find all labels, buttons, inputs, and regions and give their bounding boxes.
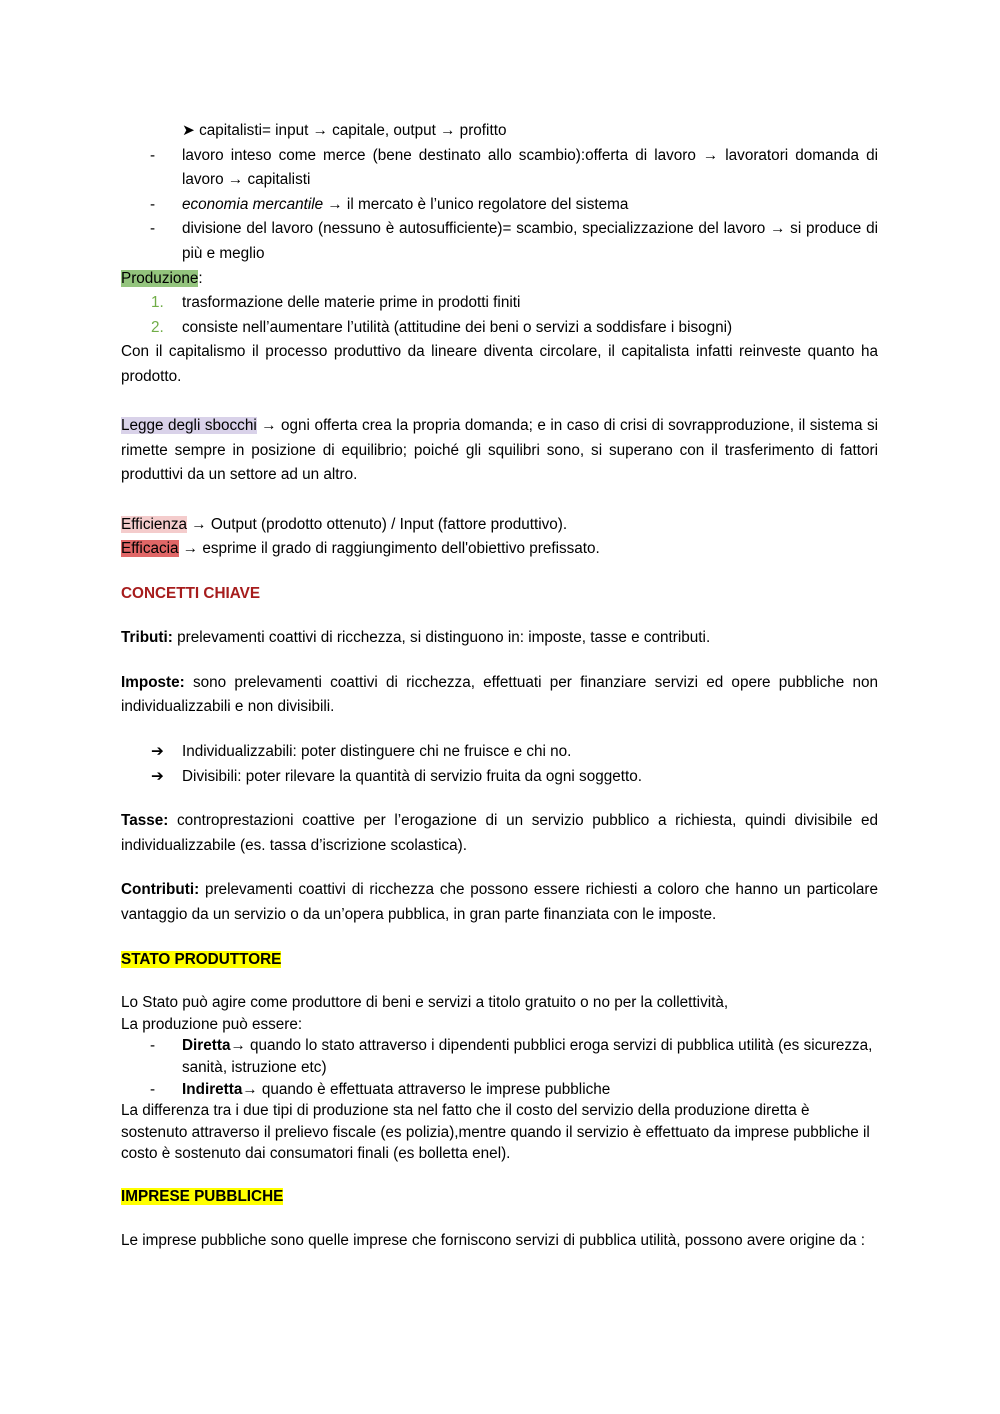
economia-italic: economia mercantile: [182, 195, 324, 213]
produzione-heading: [121, 267, 878, 292]
tributi-label: Tributi:: [121, 629, 173, 647]
contributi-paragraph: [121, 878, 878, 927]
bullet-individualizzabili: [121, 740, 878, 765]
sub-bullet-capitalisti: [121, 119, 878, 144]
concetti-heading: CONCETTI CHIAVE: [121, 584, 261, 602]
spacer: [121, 606, 878, 626]
capitalisti-text: ➤ capitalisti= input → capitale, output → profitto: [182, 122, 507, 139]
dash-marker: -: [150, 1037, 156, 1055]
produzione-label: Produzione: [121, 269, 199, 287]
spacer: [121, 928, 878, 948]
spacer: [121, 720, 878, 740]
efficienza-line: [121, 513, 878, 538]
list-item-economia: [121, 193, 878, 218]
imposte-paragraph: [121, 671, 878, 720]
tributi-text: prelevamenti coattivi di ricchezza, si distinguono in: imposte, tasse e contributi.: [172, 629, 711, 647]
efficienza-text: → Output (prodotto ottenuto) / Input (fattore produttivo).: [187, 515, 568, 533]
spacer: [121, 488, 878, 513]
spacer: [121, 651, 878, 671]
stato-section: [121, 992, 878, 1165]
produzione-item-2: [121, 316, 878, 341]
number-marker: 1.: [151, 294, 164, 312]
imprese-heading: IMPRESE PUBBLICHE: [121, 1187, 284, 1205]
spacer: [121, 858, 878, 878]
imposte-text: sono prelevamenti coattivi di ricchezza, effettuati per finanziare servizi ed opere pubbliche non individualizzabili e non divisibili.: [121, 673, 878, 716]
page-content: [121, 119, 878, 1251]
contributi-label: Contributi:: [121, 881, 200, 899]
dash-marker: -: [150, 220, 156, 238]
arrow-icon: ➔: [151, 743, 164, 761]
spacer: [121, 972, 878, 992]
arrow-icon: ➔: [151, 767, 164, 785]
list-item-divisione: [121, 217, 878, 266]
spacer: [121, 789, 878, 809]
legge-paragraph: [121, 414, 878, 488]
produzione-item-text: consiste nell’aumentare l’utilità (attitudine dei beni o servizi a soddisfare i bisogni): [182, 318, 733, 336]
capitalismo-paragraph: Con il capitalismo il processo produttivo da lineare diventa circolare, il capitalista infatti reinveste quanto ha prodotto.: [121, 343, 878, 385]
imprese-heading-line: [121, 1185, 878, 1210]
spacer: [121, 390, 878, 415]
legge-label: Legge degli sbocchi: [121, 417, 257, 435]
stato-heading-line: [121, 948, 878, 973]
dash-marker: -: [150, 146, 156, 164]
efficacia-label: Efficacia: [121, 540, 179, 558]
tributi-paragraph: [121, 626, 878, 651]
produzione-item-1: [121, 291, 878, 316]
divisione-text: divisione del lavoro (nessuno è autosufficiente)= scambio, specializzazione del lavoro → si produce di più e meglio: [182, 220, 878, 262]
produzione-item-text: trasformazione delle materie prime in prodotti finiti: [182, 294, 521, 312]
stato-heading: STATO PRODUTTORE: [121, 950, 282, 968]
diretta-text: → quando lo stato attraverso i dipendenti pubblici eroga servizi di pubblica utilità (es sicurezza, sanità, istruzione etc): [182, 1037, 873, 1076]
legge-text: → ogni offerta crea la propria domanda; e in caso di crisi di sovrapproduzione, il sistema si rimette sempre in posizione di equilibrio; poiché gli squilibri sono, si superano con il trasferimento di fattori produttivi da un settore ad un altro.: [121, 417, 878, 484]
spacer: [121, 1210, 878, 1230]
stato-paragraph-2: La produzione può essere:: [121, 1015, 303, 1033]
diretta-label: Diretta: [182, 1037, 231, 1055]
lavoro-text: lavoro inteso come merce (bene destinato allo scambio):offerta di lavoro → lavoratori domanda di lavoro → capitalisti: [182, 146, 878, 189]
imprese-paragraph: Le imprese pubbliche sono quelle imprese che forniscono servizi di pubblica utilità, possono avere origine da :: [121, 1231, 866, 1249]
tasse-text: controprestazioni coattive per l’erogazione di un servizio pubblico a richiesta, quindi divisibile ed individualizzabile (es. tassa d’iscrizione scolastica).: [121, 812, 878, 854]
number-marker: 2.: [151, 318, 164, 336]
spacer: [121, 1165, 878, 1185]
efficacia-text: → esprime il grado di raggiungimento dell'obiettivo prefissato.: [178, 540, 600, 558]
bullet-text: Divisibili: poter rilevare la quantità di servizio fruita da ogni soggetto.: [182, 767, 642, 785]
contributi-text: prelevamenti coattivi di ricchezza che possono essere richiesti a coloro che hanno un particolare vantaggio da un servizio o da un’opera pubblica, in gran parte finanziata con le imposte.: [121, 881, 878, 924]
list-item-lavoro: [121, 144, 878, 193]
indiretta-text: → quando è effettuata attraverso le imprese pubbliche: [242, 1080, 611, 1098]
produzione-colon: :: [198, 269, 203, 287]
bullet-divisibili: [121, 765, 878, 790]
dash-marker: -: [150, 1080, 156, 1098]
economia-text: → il mercato è l’unico regolatore del sistema: [323, 195, 629, 213]
list-item-indiretta: [121, 1079, 878, 1101]
bullet-text: Individualizzabili: poter distinguere chi ne fruisce e chi no.: [182, 743, 572, 761]
stato-paragraph-3: La differenza tra i due tipi di produzione sta nel fatto che il costo del servizio della produzione diretta è sostenuto attraverso il prelievo fiscale (es polizia),mentre quando il servizio è effettuato da imprese pubbliche il costo è sostenuto dai consumatori finali (es bolletta enel).: [121, 1102, 870, 1163]
efficienza-label: Efficienza: [121, 515, 188, 533]
dash-marker: -: [150, 195, 156, 213]
spacer: [121, 562, 878, 582]
tasse-label: Tasse:: [121, 812, 169, 830]
list-item-diretta: [121, 1035, 878, 1078]
imposte-label: Imposte:: [121, 673, 185, 691]
efficacia-line: [121, 537, 878, 562]
indiretta-label: Indiretta: [182, 1080, 243, 1098]
tasse-paragraph: [121, 809, 878, 858]
stato-paragraph-1: Lo Stato può agire come produttore di beni e servizi a titolo gratuito o no per la collettività,: [121, 994, 729, 1012]
